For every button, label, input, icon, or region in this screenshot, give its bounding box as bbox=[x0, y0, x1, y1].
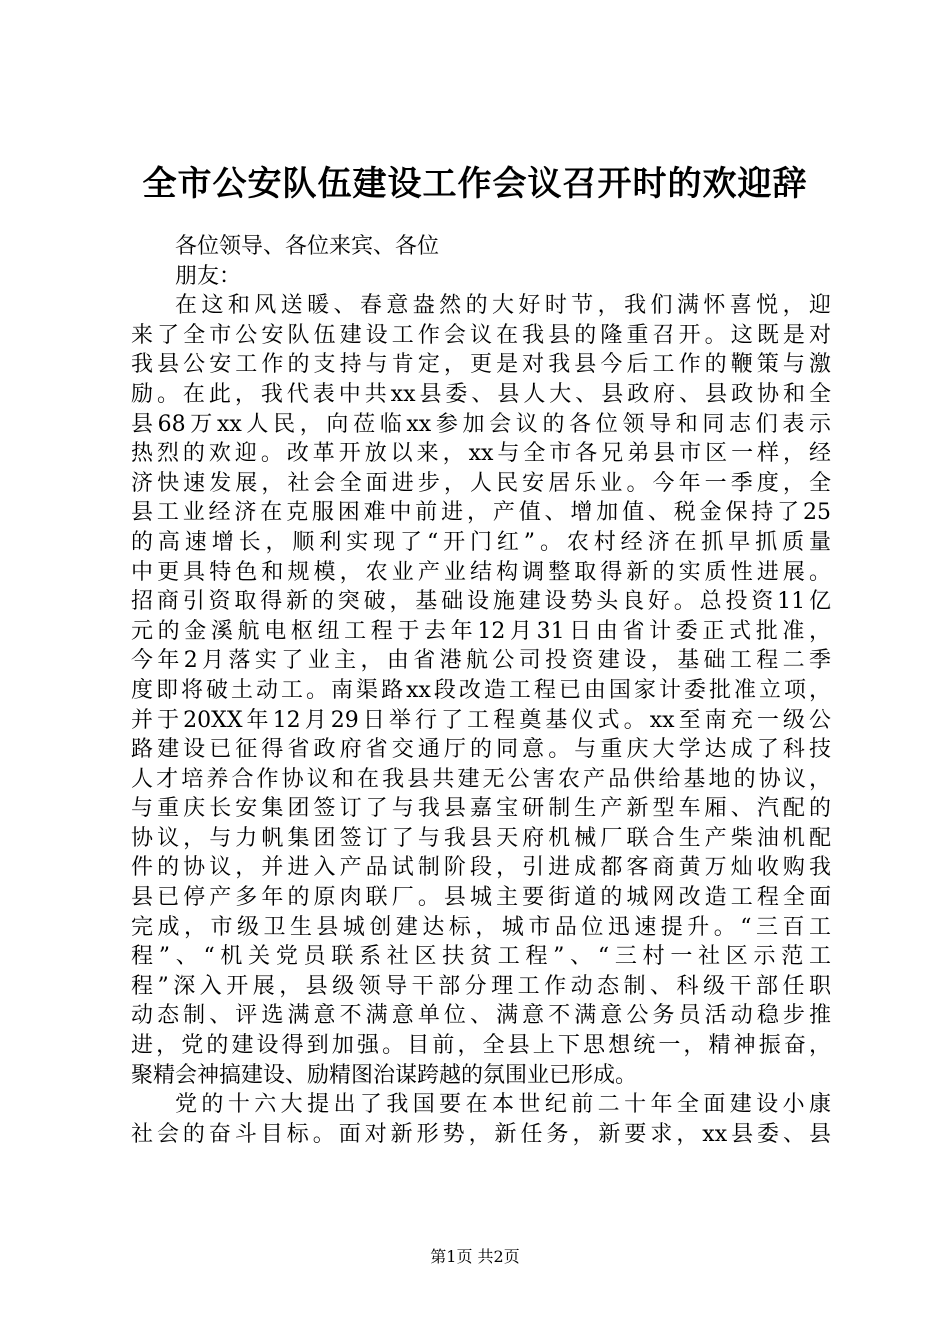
paragraph-line: 协议，与力帆集团签订了与我县天府机械厂联合生产柴油机配 bbox=[131, 825, 831, 851]
paragraph-line: 热烈的欢迎。改革开放以来，xx与全市各兄弟县市区一样，经 bbox=[131, 441, 831, 467]
document-body bbox=[131, 232, 831, 1149]
paragraph-line: 招商引资取得新的突破，基础设施建设势头良好。总投资11亿 bbox=[131, 589, 831, 615]
page-number-footer: 第1页 共2页 bbox=[430, 1247, 520, 1266]
paragraph-line: 程”、“机关党员联系社区扶贫工程”、“三村一社区示范工 bbox=[131, 944, 831, 970]
paragraph-line: 县68万xx人民，向莅临xx参加会议的各位领导和同志们表示 bbox=[131, 411, 831, 437]
paragraph-line: 社会的奋斗目标。面对新形势，新任务，新要求，xx县委、县 bbox=[131, 1121, 831, 1147]
paragraph-line: 励。在此，我代表中共xx县委、县人大、县政府、县政协和全 bbox=[131, 381, 831, 407]
paragraph-line: 路建设已征得省政府省交通厅的同意。与重庆大学达成了科技 bbox=[131, 737, 831, 763]
paragraph-line: 件的协议，并进入产品试制阶段，引进成都客商黄万灿收购我 bbox=[131, 855, 831, 881]
paragraph-line: 今年2月落实了业主，由省港航公司投资建设，基础工程二季 bbox=[131, 648, 831, 674]
paragraph-line: 县已停产多年的原肉联厂。县城主要街道的城网改造工程全面 bbox=[131, 885, 831, 911]
paragraph-line: 程”深入开展，县级领导干部分理工作动态制、科级干部任职 bbox=[131, 973, 831, 999]
paragraph-line: 元的金溪航电枢纽工程于去年12月31日由省计委正式批准， bbox=[131, 618, 831, 644]
paragraph-line: 并于20XX年12月29日举行了工程奠基仪式。xx至南充一级公 bbox=[131, 707, 831, 733]
paragraph-line: 济快速发展，社会全面进步，人民安居乐业。今年一季度，全 bbox=[131, 470, 831, 496]
paragraph-line: 与重庆长安集团签订了与我县嘉宝研制生产新型车厢、汽配的 bbox=[131, 796, 831, 822]
paragraph-line: 度即将破土动工。南渠路xx段改造工程已由国家计委批准立项， bbox=[131, 677, 831, 703]
paragraph-line: 我县公安工作的支持与肯定，更是对我县今后工作的鞭策与激 bbox=[131, 352, 831, 378]
paragraph-line: 动态制、评选满意不满意单位、满意不满意公务员活动稳步推 bbox=[131, 1003, 831, 1029]
paragraph-line: 完成，市级卫生县城创建达标，城市品位迅速提升。“三百工 bbox=[131, 914, 831, 940]
paragraph-line: 来了全市公安队伍建设工作会议在我县的隆重召开。这既是对 bbox=[131, 322, 831, 348]
salutation-line: 各位领导、各位来宾、各位 bbox=[175, 234, 440, 259]
paragraph-line: 在这和风送暖、春意盎然的大好时节，我们满怀喜悦，迎 bbox=[175, 293, 831, 319]
paragraph-line: 的高速增长，顺利实现了“开门红”。农村经济在抓早抓质量 bbox=[131, 529, 831, 555]
paragraph-line: 党的十六大提出了我国要在本世纪前二十年全面建设小康 bbox=[175, 1092, 831, 1118]
paragraph-line: 县工业经济在克服困难中前进，产值、增加值、税金保持了25 bbox=[131, 500, 831, 526]
document-title: 全市公安队伍建设工作会议召开时的欢迎辞 bbox=[142, 164, 808, 204]
salutation-line: 朋友： bbox=[175, 263, 242, 289]
paragraph-line: 进，党的建设得到加强。目前，全县上下思想统一，精神振奋， bbox=[131, 1033, 831, 1059]
paragraph-line: 聚精会神搞建设、励精图治谋跨越的氛围业已形成。 bbox=[131, 1062, 638, 1088]
paragraph-line: 人才培养合作协议和在我县共建无公害农产品供给基地的协议， bbox=[131, 766, 831, 792]
paragraph-line: 中更具特色和规模，农业产业结构调整取得新的实质性进展。 bbox=[131, 559, 831, 585]
